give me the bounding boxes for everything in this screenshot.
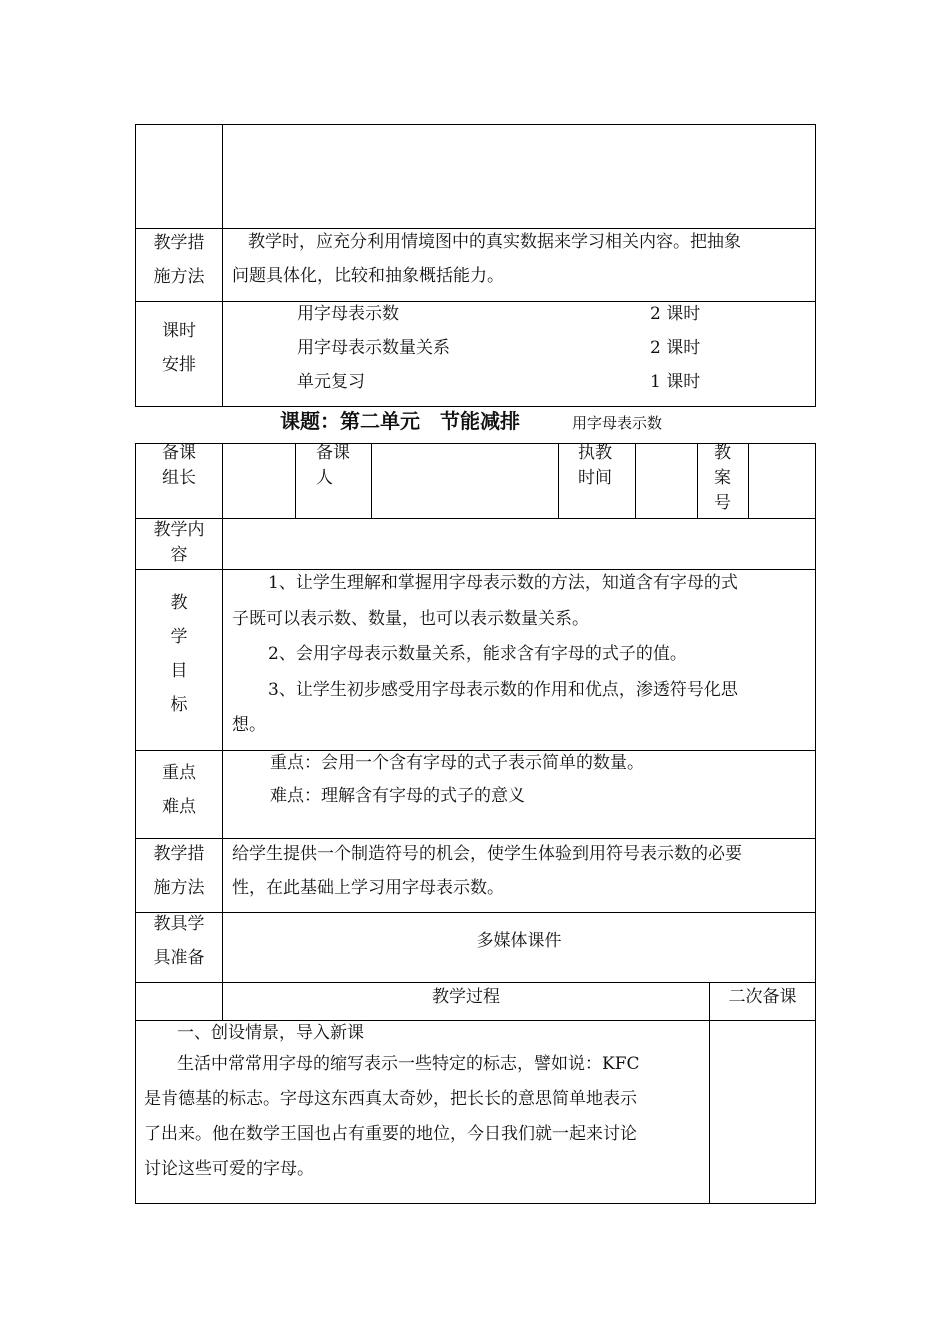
schedule-item-name: 用字母表示数量关系 — [297, 338, 450, 358]
keypoints-text: 重点：会用一个含有字母的式子表示简单的数量。 难点：理解含有字母的式子的意义 — [270, 753, 644, 806]
table-2-col-line — [558, 443, 559, 518]
schedule-item-name: 单元复习 — [297, 372, 365, 392]
table-1-divider — [222, 124, 223, 407]
schedule-item-hours: 2 课时 — [650, 304, 701, 324]
goals-text: 1、让学生理解和掌握用字母表示数的方法，知道含有字母的式 子既可以表示数、数量，也可以表示数量关系。 2、会用字母表示数量关系，能求含有字母的式子的值。 3、让学生初步感受用字母表示数的作用和优点，渗透符号化思 想。 — [232, 573, 738, 735]
table-2-col-line — [371, 443, 372, 518]
preparer-label: 备课 人 — [316, 443, 350, 488]
teaching-time-label: 执教 时间 — [578, 443, 612, 488]
schedule-label: 课时 安排 — [162, 321, 196, 375]
plan-number-label: 教 案 号 — [714, 443, 731, 513]
table-2-col-line — [697, 443, 698, 518]
tools-value: 多媒体课件 — [476, 931, 562, 951]
schedule-item-hours: 2 课时 — [650, 338, 701, 358]
methods-text: 给学生提供一个制造符号的机会，使学生体验到用符号表示数的必要 性，在此基础上学习用字母表示数。 — [232, 844, 742, 898]
table-2-col-line — [635, 443, 636, 518]
keypoints-label: 重点 难点 — [162, 763, 196, 817]
table-2-col-line — [709, 982, 710, 1204]
goals-label: 教 学 目 标 — [170, 593, 188, 715]
table-2-row-line — [135, 518, 816, 519]
second-prep-header: 二次备课 — [728, 987, 797, 1007]
lesson-subtitle: 用字母表示数 — [572, 414, 663, 432]
lesson-title: 课题：第二单元 节能减排 — [280, 409, 520, 433]
table-2-col-line — [748, 443, 749, 518]
table-2-row-line — [135, 912, 816, 913]
process-text: 一、创设情景，导入新课 生活中常常用字母的缩写表示一些特定的标志，譬如说：KFC 是肯德基的标志。字母这东西真太奇妙，把长长的意思简单地表示 了出来。他在数学王国也占有重要的地位，今日我们就一起来讨论 讨论这些可爱的字母。 — [144, 1023, 640, 1179]
tools-label: 教具学 具准备 — [153, 914, 205, 968]
content-label: 教学内 容 — [153, 520, 205, 565]
table-1-row-line — [135, 301, 816, 302]
process-header: 教学过程 — [432, 987, 500, 1007]
methods-label: 教学措 施方法 — [153, 844, 205, 898]
table-2-col-line — [295, 443, 296, 518]
group-leader-label: 备课 组长 — [162, 443, 196, 488]
schedule-item-hours: 1 课时 — [650, 372, 701, 392]
schedule-item-name: 用字母表示数 — [297, 304, 399, 324]
method-label: 教学措 施方法 — [153, 233, 205, 287]
method-text: 教学时，应充分利用情境图中的真实数据来学习相关内容。把抽象 问题具体化，比较和抽象概括能力。 — [232, 232, 741, 286]
